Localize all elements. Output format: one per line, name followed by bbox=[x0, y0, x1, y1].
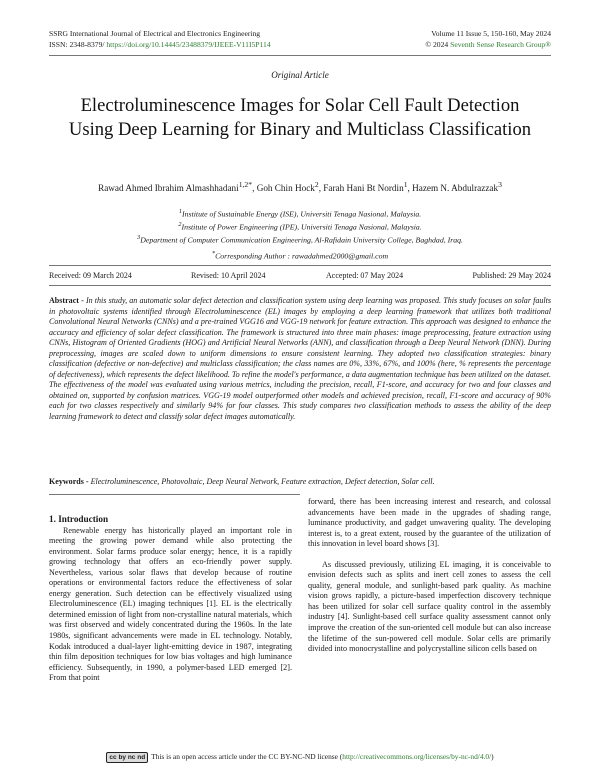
keywords-text: Electroluminescence, Photovoltaic, Deep Neural Network, Feature extraction, Defect detection, Solar cell. bbox=[90, 477, 435, 486]
section-heading-introduction: 1. Introduction bbox=[49, 514, 109, 524]
intro-paragraph-1: Renewable energy has historically played an important role in meeting the growing power demand while also protecting the environment. Solar farms produce solar energy; hence, it is a rapidly growing technology that offers an eco-friendly power supply. Nevertheless, various solar flaws that develop because of routine operations or environmental factors reduce the effectiveness of solar energy generation. Such detection can be effectively visualized using Electroluminescence (EL) imaging techniques [1]. EL is the electrically determined emission of light from non-crystalline natural materials, which was first observed and widely concentrated during the 1960s. In the late 1980s, significant advancements were made in EL technology. Notably, Kodak introduced a dual-layer light-emitting device in 1987, integrating thin film deposition techniques for low bias voltages and high luminance efficiency. Subsequently, in 1990, a polymer-based LED emerged [2]. From that point bbox=[49, 525, 292, 683]
dates-top-divider bbox=[49, 265, 551, 266]
author-4: , Hazem N. Abdulrazzak bbox=[407, 183, 499, 194]
date-received: Received: 09 March 2024 bbox=[49, 271, 132, 280]
date-published: Published: 29 May 2024 bbox=[472, 271, 551, 280]
volume-info: Volume 11 Issue 5, 150-160, May 2024 bbox=[431, 29, 551, 38]
cc-license-badge[interactable]: cc by nc nd bbox=[106, 752, 148, 763]
author-list bbox=[40, 180, 560, 193]
corresponding-sup: * bbox=[211, 250, 216, 257]
license-footer bbox=[0, 752, 600, 763]
corresponding-text[interactable]: Corresponding Author : rawadahmed2000@gmail.com bbox=[215, 251, 389, 261]
header-divider bbox=[49, 55, 551, 56]
license-text: This is an open access article under the CC BY-NC-ND license ( bbox=[151, 752, 343, 762]
paper-title: Electroluminescence Images for Solar Cell Fault Detection Using Deep Learning for Binary and Multiclass Classification bbox=[68, 95, 532, 140]
paragraph-gap bbox=[308, 550, 551, 560]
affiliation-text: Department of Computer Communication Engineering, Al-Rafidain University College, Baghdad, Iraq. bbox=[140, 235, 463, 245]
affiliation-text: Institute of Power Engineering (IPE), Universiti Tenaga Nasional, Malaysia. bbox=[181, 222, 422, 232]
doi-link[interactable]: https://doi.org/10.14445/23488379/IJEEE-V11I5P114 bbox=[104, 39, 271, 49]
affiliation-sup: 2 bbox=[178, 221, 182, 229]
copyright-text: © 2024 bbox=[425, 39, 451, 49]
date-accepted: Accepted: 07 May 2024 bbox=[326, 271, 404, 280]
keywords-label: Keywords - bbox=[49, 477, 91, 486]
author-2: , Goh Chin Hock bbox=[252, 183, 315, 194]
abstract bbox=[49, 296, 551, 423]
keywords bbox=[49, 477, 551, 488]
copyright-line bbox=[425, 40, 551, 51]
license-link[interactable]: http://creativecommons.org/licenses/by-nc-nd/4.0/ bbox=[342, 752, 492, 762]
affiliation-sup: 1 bbox=[178, 208, 183, 215]
keywords-divider bbox=[49, 494, 300, 495]
journal-header-left bbox=[49, 29, 271, 50]
date-revised: Revised: 10 April 2024 bbox=[191, 271, 266, 280]
publisher-link[interactable]: Seventh Sense Research Group® bbox=[450, 39, 551, 49]
affiliation-2 bbox=[40, 220, 560, 233]
author-4-sup: 3 bbox=[498, 180, 502, 189]
author-3: , Farah Hani Bt Nordin bbox=[318, 183, 404, 194]
abstract-label: Abstract - bbox=[49, 296, 86, 305]
affiliation-1 bbox=[40, 207, 560, 220]
intro-paragraph-3: As discussed previously, utilizing EL imaging, it is conceivable to envision defects such as splits and inert cell zones to assess the cell quality, general module, and sunlight-based park quality. As machine vision grows rapidly, a picture-based imperfection discovery technique has been utilized for solar cell surface quality control in the assembly industry [4]. Sunlight-based cell surface quality assessment cannot only improve the creation of the sun-oriented cell module but can also increase the lifetime of the sun-powered cell module. Solar cells are primarily divided into monocrystalline and polycrystalline silicon cells based on bbox=[308, 559, 551, 654]
intro-paragraph-2: forward, there has been increasing interest and research, and colossal advancements have been made in the upgrades of shading range, luminance productivity, and gadget unwavering quality. The developing interest is, to a great extent, roused by the guarantee of the utilization of this innovation in level board shows [3]. bbox=[308, 497, 551, 549]
affiliations bbox=[40, 207, 560, 246]
journal-name: SSRG International Journal of Electrical and Electronics Engineering bbox=[49, 29, 261, 38]
license-close: ) bbox=[491, 752, 494, 762]
author-1: Rawad Ahmed Ibrahim Almashhadani bbox=[98, 183, 239, 194]
journal-header-right bbox=[425, 29, 551, 50]
affiliation-sup: 3 bbox=[137, 234, 141, 242]
body-column-left bbox=[49, 514, 292, 684]
issn-doi-line bbox=[49, 40, 271, 51]
affiliation-text: Institute of Sustainable Energy (ISE), Universiti Tenaga Nasional, Malaysia. bbox=[182, 209, 422, 219]
article-type: Original Article bbox=[271, 70, 329, 80]
corresponding-author bbox=[40, 250, 560, 261]
body-column-right bbox=[308, 497, 551, 655]
author-2-sup: 2 bbox=[314, 180, 319, 189]
abstract-text: In this study, an automatic solar defect detection and classification system using deep learning was proposed. This study focuses on solar faults in photovoltaic systems identified through Electroluminescence (EL) images by employing a deep learning framework that utilizes both traditional Convolutional Neural Networks (CNNs) and a pre-trained VGG16 and VGG-19 network for feature extraction. This approach was designed to enhance the accuracy and efficiency of solar defect classification. The framework is structured into three main phases: image preprocessing, feature extraction using CNNs, Histogram of Oriented Gradients (HOG) and Artificial Neural Networks (ANN), and classification through a Deep Neural Network (DNN). During preprocessing, images are scaled down to uniform dimensions to ensure consistent learning. They adopted two classification strategies: binary classification (defective or non-defective) and multiclass classification; the class names are 0%, 33%, 67%, and 100% (here, % represents the percentage of defectiveness), which represents the defect likelihood. To refine the model's performance, a data augmentation technique has been utilized on the dataset. The effectiveness of the model was evaluated using various metrics, including the precision, recall, F1-score, and accuracy for two and four classes and obtained on, supported by confusion matrices. VGG-19 model outperformed other models and achieved precision, recall, F1-score and accuracy of 90% each for two classes respectively and similarly 94% for four classes. This study compares two classification methods to assess the ability of the deep learning framework to detect and classify solar defect images automatically. bbox=[49, 296, 551, 422]
author-1-sup: 1,2* bbox=[238, 180, 253, 189]
affiliation-3 bbox=[40, 233, 560, 246]
issn: ISSN: 2348-8379/ bbox=[49, 39, 105, 49]
dates-bottom-divider bbox=[49, 285, 551, 286]
author-3-sup: 1 bbox=[403, 180, 408, 189]
